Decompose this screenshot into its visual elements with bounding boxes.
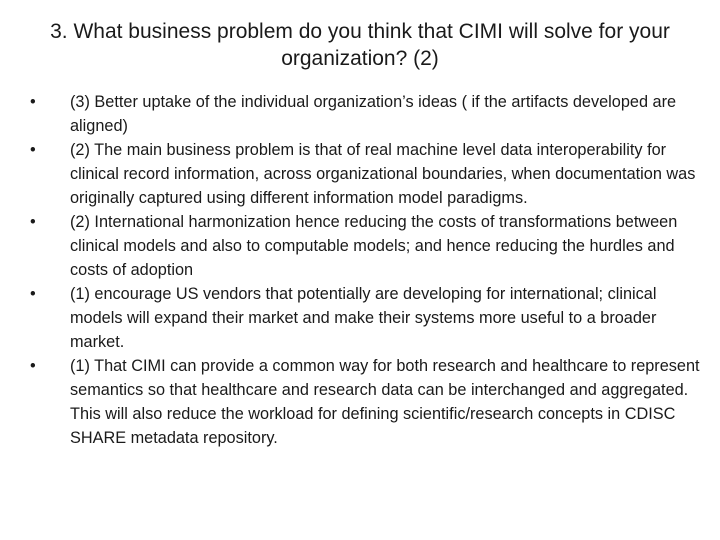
- bullet-text: (2) International harmonization hence reducing the costs of transformations between clinical models and also to computable models; and hence reducing the hurdles and costs of adoption: [70, 213, 678, 279]
- slide-title: 3. What business problem do you think that CIMI will solve for your organization? (2): [50, 20, 670, 70]
- bullet-text: (2) The main business problem is that of real machine level data interoperability for clinical record information, across organizational boundaries, when documentation was originally captured using different information model paradigms.: [70, 141, 696, 207]
- bullet-dot-icon: •: [30, 357, 36, 375]
- bullet-item-4: [30, 282, 706, 354]
- bullet-dot-icon: •: [30, 93, 36, 111]
- bullet-item-1: [30, 90, 706, 138]
- bullet-dot-icon: •: [30, 285, 36, 303]
- bullet-dot-icon: •: [30, 213, 36, 231]
- bullet-item-2: [30, 138, 706, 210]
- bullet-list: [30, 90, 706, 450]
- bullet-item-5: [30, 354, 706, 450]
- bullet-dot-icon: •: [30, 141, 36, 159]
- bullet-text: (1) encourage US vendors that potentially are developing for international; clinical models will expand their market and make their systems more useful to a broader market.: [70, 285, 657, 351]
- bullet-item-3: [30, 210, 706, 282]
- bullet-text: (1) That CIMI can provide a common way for both research and healthcare to represent semantics so that healthcare and research data can be interchanged and aggregated. This will also reduce the workload for defining scientific/research concepts in CDISC SHARE metadata repository.: [70, 357, 700, 447]
- bullet-text: (3) Better uptake of the individual organization’s ideas ( if the artifacts developed are aligned): [70, 93, 677, 135]
